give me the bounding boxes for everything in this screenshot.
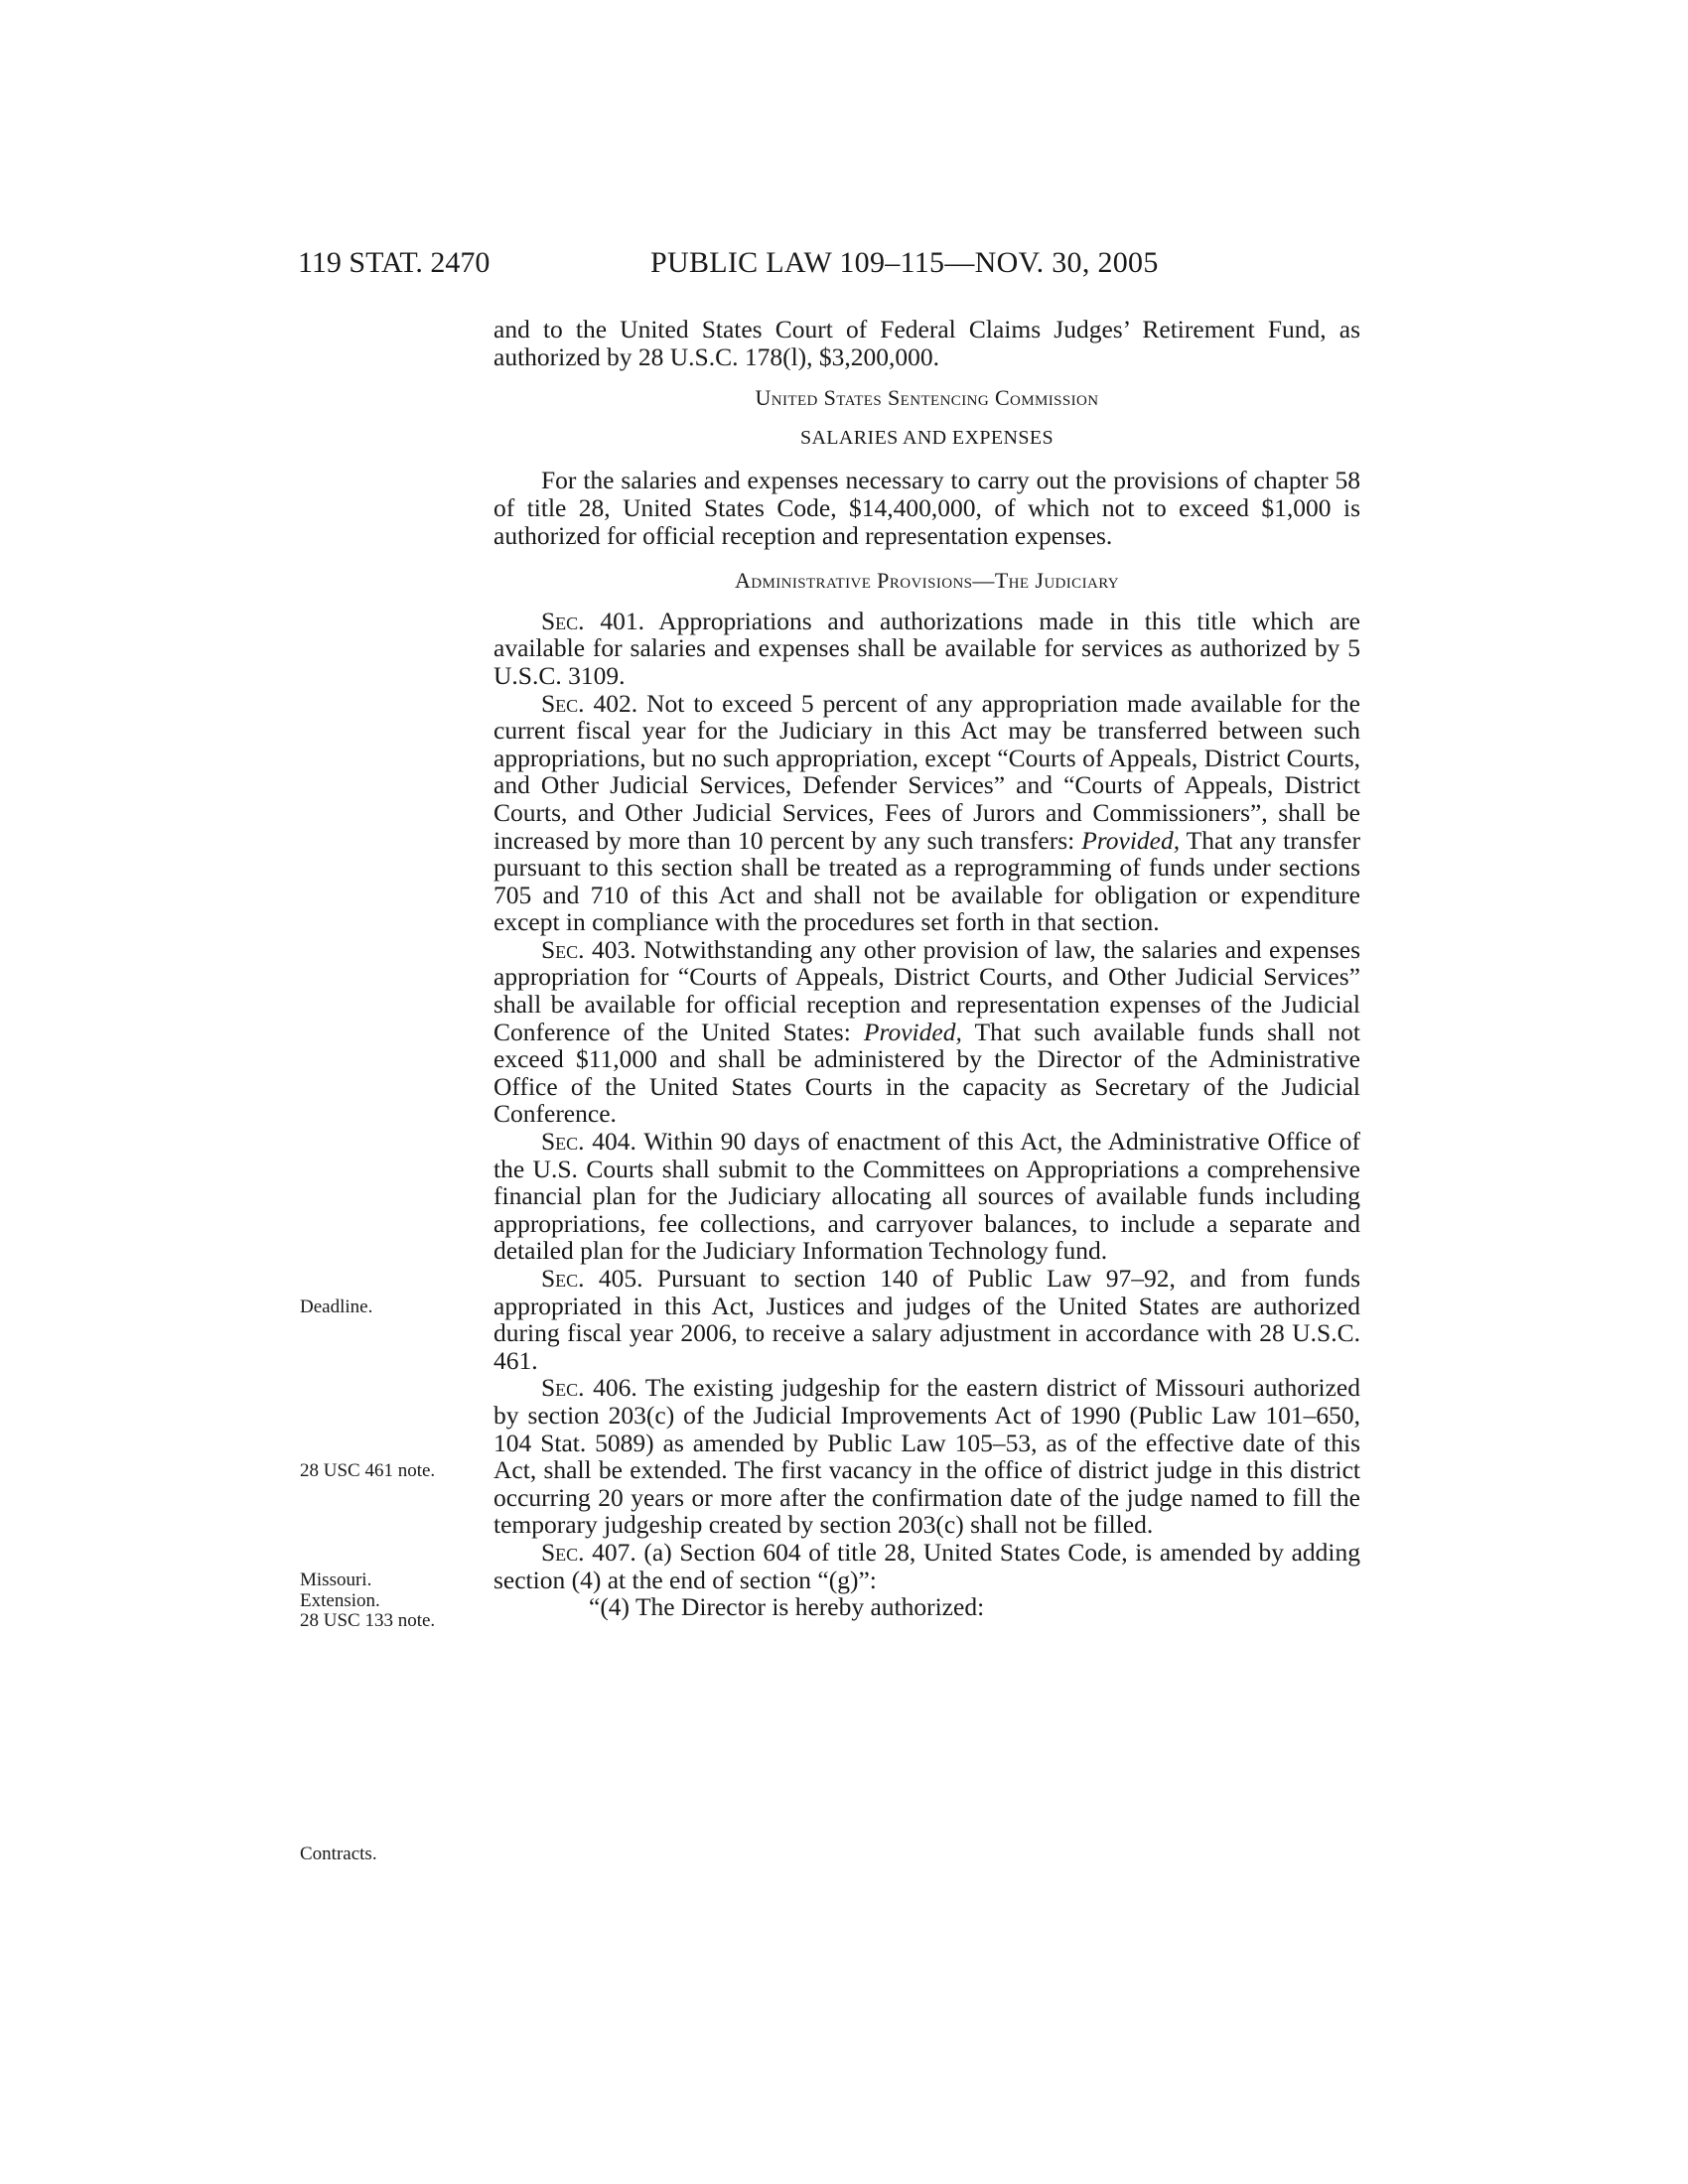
margin-note-missouri-extension: [300, 1570, 489, 1632]
page-header: [298, 246, 1390, 286]
sec-label: Sec.: [541, 1537, 585, 1567]
heading-salaries-expenses: SALARIES AND EXPENSES: [799, 426, 1055, 449]
sec-label: Sec.: [541, 606, 585, 635]
margin-note-deadline: Deadline.: [300, 1297, 373, 1317]
margin-note-28-usc-461: 28 USC 461 note.: [300, 1460, 436, 1481]
section-401: Sec. 401. Appropriations and authorizations made in this title which are available for salaries and expenses shall be available for services as authorized by 5 U.S.C. 3109.: [493, 606, 1360, 690]
margin-note-contracts: Contracts.: [300, 1843, 377, 1864]
sec-label: Sec.: [541, 1127, 585, 1157]
section-407-quote: “(4) The Director is hereby authorized:: [589, 1592, 985, 1622]
section-402: Sec. 402. Not to exceed 5 percent of any appropriation made available for the current fiscal year for the Judiciary in this Act may be transferred between such appropriations, but no such appropriation, except “Courts of Appeals, District Courts, and Other Judicial Services, Defender Services” and “Courts of Appeals, District Courts, and Other Judicial Services, Fees of Jurors and Commissioners”, shall be increased by more than 10 percent by any such transfers: Provided, That any transfer pursuant to this section shall be treated as a reprogramming of funds under sections 705 and 710 of this Act and shall not be available for obligation or expenditure except in compliance with the procedures set forth in that section.: [493, 688, 1360, 937]
section-405: Sec. 405. Pursuant to section 140 of Public Law 97–92, and from funds appropriated in this Act, Justices and judges of the United States are authorized during fiscal year 2006, to receive a salary adjustment in accordance with 28 U.S.C. 461.: [493, 1264, 1360, 1375]
heading-sentencing-commission: United States Sentencing Commission: [755, 385, 1099, 411]
sec-label: Sec.: [541, 1373, 585, 1403]
sec-label: Sec.: [541, 688, 585, 718]
public-law-reference: PUBLIC LAW 109–115—NOV. 30, 2005: [650, 246, 1159, 279]
section-406: Sec. 406. The existing judgeship for the eastern district of Missouri authorized by section 203(c) of the Judicial Improvements Act of 1990 (Public Law 101–650, 104 Stat. 5089) as amended by Public Law 105–53, as of the effective date of this Act, shall be extended. The first vacancy in the office of district judge in this district occurring 20 years or more after the confirmation date of the judge named to fill the temporary judgeship created by section 203(c) shall not be filled.: [493, 1373, 1360, 1540]
intro-paragraph: and to the United States Court of Federal Claims Judges’ Retirement Fund, as authorized by 28 U.S.C. 178(l), $3,200,000.: [493, 315, 1360, 371]
margin-note-missouri: Missouri.: [300, 1570, 372, 1590]
margin-note-28-usc-133: 28 USC 133 note.: [300, 1610, 436, 1631]
sec-label: Sec.: [541, 934, 585, 964]
commission-paragraph: For the salaries and expenses necessary to carry out the provisions of chapter 58 of title 28, United States Code, $14,400,000, of which not to exceed $1,000 is authorized for official reception and representation expenses.: [493, 466, 1360, 550]
section-407: Sec. 407. (a) Section 604 of title 28, United States Code, is amended by adding section (4) at the end of section “(g)”:: [493, 1537, 1360, 1594]
document-body: [493, 316, 1360, 1621]
margin-note-extension: Extension.: [300, 1589, 380, 1611]
stat-reference: 119 STAT. 2470: [298, 246, 491, 279]
sec-label: Sec.: [541, 1264, 585, 1293]
section-403: Sec. 403. Notwithstanding any other provision of law, the salaries and expenses appropriation for “Courts of Appeals, District Courts, and Other Judicial Services” shall be available for official reception and representation expenses of the Judicial Conference of the United States: Provided, That such available funds shall not exceed $11,000 and shall be administered by the Director of the Administrative Office of the United States Courts in the capacity as Secretary of the Judicial Conference.: [493, 934, 1361, 1129]
heading-administrative-provisions: Administrative Provisions—The Judiciary: [734, 568, 1120, 594]
section-404: Sec. 404. Within 90 days of enactment of this Act, the Administrative Office of the U.S. Courts shall submit to the Committees on Appropriations a comprehensive financial plan for the Judiciary allocating all sources of available funds including appropriations, fee collections, and carryover balances, to include a separate and detailed plan for the Judiciary Information Technology fund.: [493, 1127, 1360, 1266]
